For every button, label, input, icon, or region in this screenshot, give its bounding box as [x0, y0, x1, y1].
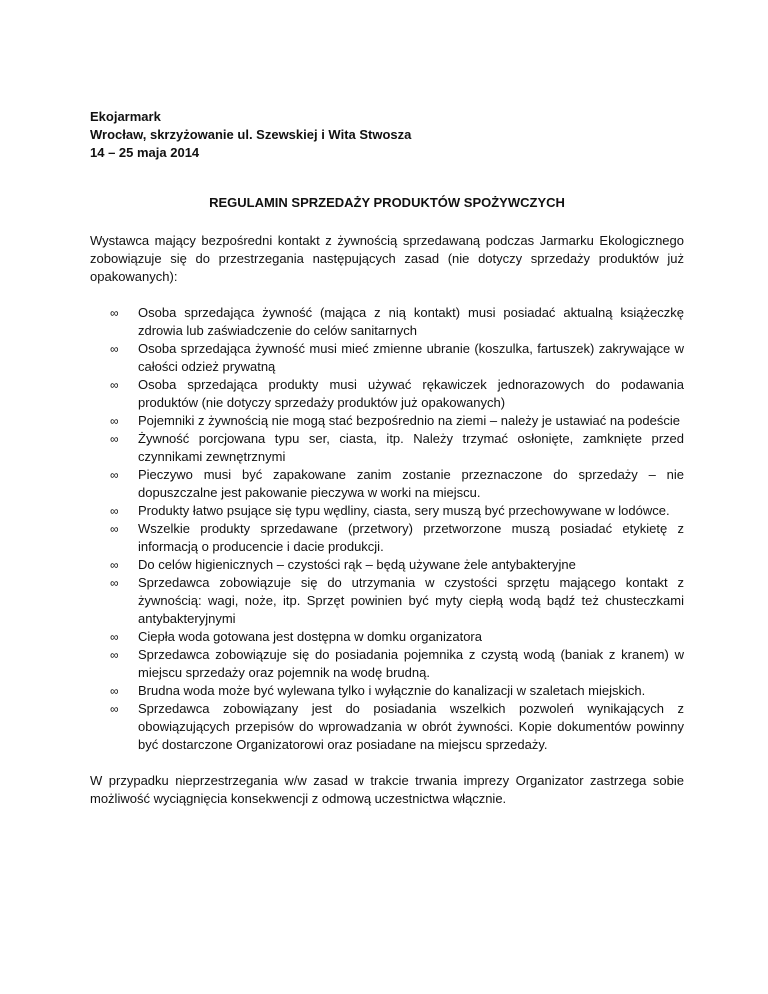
list-item	[90, 556, 684, 574]
bullet-icon: ∞	[110, 648, 119, 662]
rule-text: Brudna woda może być wylewana tylko i wyłącznie do kanalizacji w szaletach miejskich.	[138, 683, 646, 698]
list-item	[90, 304, 684, 340]
bullet-icon: ∞	[110, 558, 119, 572]
bullet-icon: ∞	[110, 630, 119, 644]
event-dates: 14 – 25 maja 2014	[90, 145, 200, 160]
rule-text: Pieczywo musi być zapakowane zanim zostanie przeznaczone do sprzedaży – nie dopuszczalne jest pakowanie pieczywa w worki na miejscu.	[138, 467, 684, 500]
event-location: Wrocław, skrzyżowanie ul. Szewskiej i Wita Stwosza	[90, 127, 412, 142]
list-item	[90, 502, 684, 520]
event-name: Ekojarmark	[90, 109, 161, 124]
document-page	[90, 108, 684, 808]
bullet-icon: ∞	[110, 684, 119, 698]
list-item	[90, 412, 684, 430]
bullet-icon: ∞	[110, 378, 119, 392]
bullet-icon: ∞	[110, 702, 119, 716]
bullet-icon: ∞	[110, 576, 119, 590]
closing-paragraph: W przypadku nieprzestrzegania w/w zasad w trakcie trwania imprezy Organizator zastrzega sobie możliwość wyciągnięcia konsekwencji z odmową uczestnictwa włącznie.	[90, 773, 684, 806]
list-item	[90, 574, 684, 628]
rule-text: Wszelkie produkty sprzedawane (przetwory) przetworzone muszą posiadać etykietę z informacją o producencie i dacie produkcji.	[138, 521, 684, 554]
rule-text: Osoba sprzedająca żywność (mająca z nią kontakt) musi posiadać aktualną książeczkę zdrowia lub zaświadczenie do celów sanitarnych	[138, 305, 684, 338]
list-item	[90, 682, 684, 700]
bullet-icon: ∞	[110, 432, 119, 446]
bullet-icon: ∞	[110, 504, 119, 518]
bullet-icon: ∞	[110, 342, 119, 356]
rules-list	[90, 304, 684, 754]
bullet-icon: ∞	[110, 414, 119, 428]
rule-text: Sprzedawca zobowiązuje się do utrzymania w czystości sprzętu mającego kontakt z żywnością: wagi, noże, itp. Sprzęt powinien być myty ciepłą wodą bądź też chusteczkami antybakteryjnymi	[138, 575, 684, 626]
list-item	[90, 340, 684, 376]
event-header	[90, 108, 684, 162]
bullet-icon: ∞	[110, 468, 119, 482]
rule-text: Osoba sprzedająca produkty musi używać rękawiczek jednorazowych do podawania produktów (nie dotyczy sprzedaży produktów już opakowanych)	[138, 377, 684, 410]
rule-text: Sprzedawca zobowiązuje się do posiadania pojemnika z czystą wodą (baniak z kranem) w miejscu sprzedaży oraz pojemnik na wodę brudną.	[138, 647, 684, 680]
list-item	[90, 520, 684, 556]
list-item	[90, 376, 684, 412]
document-title: REGULAMIN SPRZEDAŻY PRODUKTÓW SPOŻYWCZYCH	[209, 195, 565, 210]
bullet-icon: ∞	[110, 522, 119, 536]
rule-text: Sprzedawca zobowiązany jest do posiadania wszelkich pozwoleń wynikających z obowiązujących przepisów do wprowadzania w obrót żywności. Kopie dokumentów powinny być dostarczone Organizatorowi oraz posiadane na miejscu sprzedaży.	[138, 701, 684, 752]
rule-text: Żywność porcjowana typu ser, ciasta, itp. Należy trzymać osłonięte, zamknięte przed czynnikami zewnętrznymi	[138, 431, 684, 464]
rule-text: Ciepła woda gotowana jest dostępna w domku organizatora	[138, 629, 482, 644]
intro-paragraph: Wystawca mający bezpośredni kontakt z żywnością sprzedawaną podczas Jarmarku Ekologicznego zobowiązuje się do przestrzegania następujących zasad (nie dotyczy sprzedaży produktów już opakowanych):	[90, 233, 684, 284]
list-item	[90, 466, 684, 502]
list-item	[90, 646, 684, 682]
list-item	[90, 700, 684, 754]
bullet-icon: ∞	[110, 306, 119, 320]
rule-text: Osoba sprzedająca żywność musi mieć zmienne ubranie (koszulka, fartuszek) zakrywające w całości odzież prywatną	[138, 341, 684, 374]
rule-text: Do celów higienicznych – czystości rąk – będą używane żele antybakteryjne	[138, 557, 576, 572]
rule-text: Produkty łatwo psujące się typu wędliny, ciasta, sery muszą być przechowywane w lodówce.	[138, 503, 670, 518]
list-item	[90, 628, 684, 646]
rule-text: Pojemniki z żywnością nie mogą stać bezpośrednio na ziemi – należy je ustawiać na podeście	[138, 413, 680, 428]
list-item	[90, 430, 684, 466]
